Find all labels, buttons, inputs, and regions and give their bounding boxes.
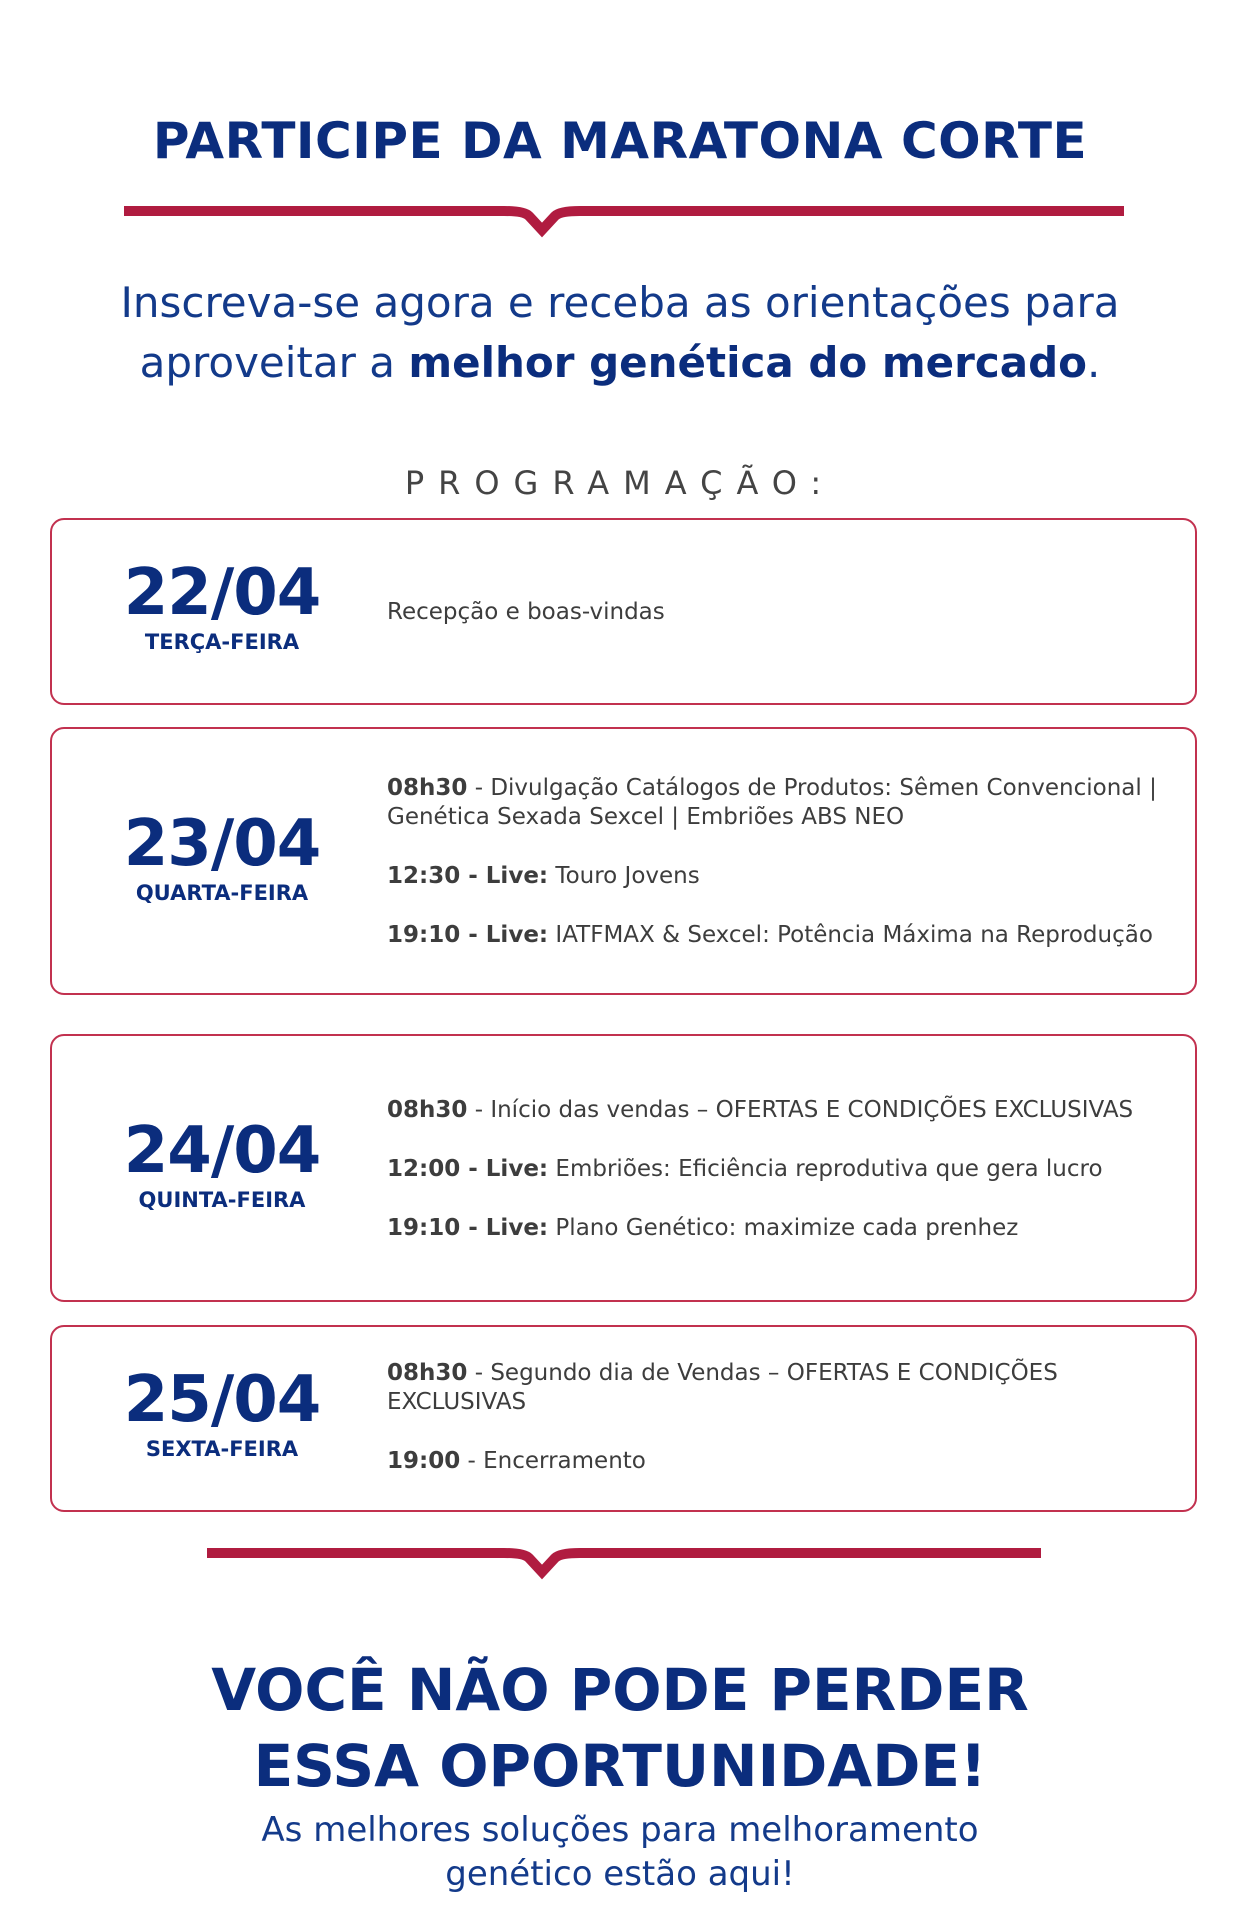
- event-weekday: TERÇA-FEIRA: [144, 630, 300, 654]
- event-separator: -: [460, 1156, 486, 1182]
- event-text: IATFMAX & Sexcel: Potência Máxima na Reprodução: [548, 922, 1153, 948]
- schedule-card-day-1: [50, 518, 1197, 705]
- closing-headline: [0, 1652, 1240, 1804]
- intro-text: [0, 273, 1240, 393]
- event-time: 19:10: [387, 922, 461, 948]
- event-separator: -: [467, 775, 491, 801]
- live-label: Live:: [485, 922, 549, 948]
- intro-line-2: [0, 333, 1240, 393]
- event-date: 23/04: [123, 807, 321, 881]
- top-divider-chevron: [124, 206, 1124, 244]
- event-time: 19:00: [387, 1448, 461, 1474]
- date-block: [112, 809, 332, 907]
- event-weekday: QUARTA-FEIRA: [135, 881, 309, 905]
- event-item: [387, 1359, 1165, 1417]
- event-separator: -: [460, 863, 486, 889]
- event-item: [387, 921, 1165, 950]
- live-label: Live:: [485, 863, 549, 889]
- event-item: [387, 774, 1165, 832]
- closing-subtext-line-2: genético estão aqui!: [445, 1854, 795, 1894]
- event-separator: -: [467, 1097, 491, 1123]
- date-block: [112, 1365, 332, 1463]
- event-text: Segundo dia de Vendas – OFERTAS E CONDIÇÕES EXCLUSIVAS: [387, 1360, 1058, 1415]
- event-text: Touro Jovens: [548, 863, 700, 889]
- live-label: Live:: [485, 1156, 549, 1182]
- event-item: [387, 1155, 1165, 1184]
- intro-highlight: melhor genética do mercado: [408, 338, 1088, 387]
- closing-headline-line-2: ESSA OPORTUNIDADE!: [253, 1732, 987, 1800]
- event-separator: -: [460, 1215, 486, 1241]
- event-time: 08h30: [387, 775, 468, 801]
- page-title: PARTICIPE DA MARATONA CORTE: [152, 112, 1088, 170]
- event-item: [387, 598, 1165, 627]
- event-weekday: SEXTA-FEIRA: [145, 1437, 299, 1461]
- closing-subtext: [0, 1808, 1240, 1896]
- intro-line-1: Inscreva-se agora e receba as orientações para: [120, 278, 1120, 327]
- event-item: [387, 862, 1165, 891]
- event-separator: -: [467, 1360, 491, 1386]
- event-list: [387, 598, 1165, 627]
- date-block: [112, 558, 332, 656]
- event-time: 12:30: [387, 863, 461, 889]
- closing-subtext-line-1: As melhores soluções para melhoramento: [261, 1810, 979, 1850]
- event-text: Recepção e boas-vindas: [387, 599, 665, 625]
- date-block: [112, 1116, 332, 1214]
- event-text: Divulgação Catálogos de Produtos: Sêmen Convencional | Genética Sexada Sexcel | Embriões ABS NEO: [387, 775, 1157, 830]
- schedule-card-day-4: [50, 1325, 1197, 1512]
- intro-line-2-plain: aproveitar a: [139, 338, 409, 387]
- event-item: [387, 1214, 1165, 1243]
- bottom-divider-chevron: [207, 1548, 1041, 1586]
- event-list: [387, 1359, 1165, 1476]
- event-item: [387, 1096, 1165, 1125]
- event-time: 08h30: [387, 1097, 468, 1123]
- event-time: 08h30: [387, 1360, 468, 1386]
- event-text: Encerramento: [483, 1448, 646, 1474]
- event-item: [387, 1447, 1165, 1476]
- closing-headline-line-1: VOCÊ NÃO PODE PERDER: [211, 1656, 1029, 1724]
- event-separator: -: [460, 922, 486, 948]
- event-weekday: QUINTA-FEIRA: [138, 1188, 306, 1212]
- event-date: 25/04: [123, 1363, 321, 1437]
- event-list: [387, 1096, 1165, 1243]
- event-time: 19:10: [387, 1215, 461, 1241]
- event-text: Início das vendas – OFERTAS E CONDIÇÕES EXCLUSIVAS: [490, 1097, 1134, 1123]
- schedule-card-day-2: [50, 727, 1197, 995]
- schedule-card-day-3: [50, 1034, 1197, 1302]
- event-list: [387, 774, 1165, 950]
- event-separator: -: [460, 1448, 484, 1474]
- live-label: Live:: [485, 1215, 549, 1241]
- schedule-label: PROGRAMAÇÃO:: [404, 464, 836, 502]
- event-date: 24/04: [123, 1114, 321, 1188]
- intro-line-2-end: .: [1087, 338, 1101, 387]
- event-text: Embriões: Eficiência reprodutiva que gera lucro: [548, 1156, 1103, 1182]
- event-date: 22/04: [123, 556, 321, 630]
- event-time: 12:00: [387, 1156, 461, 1182]
- event-text: Plano Genético: maximize cada prenhez: [548, 1215, 1019, 1241]
